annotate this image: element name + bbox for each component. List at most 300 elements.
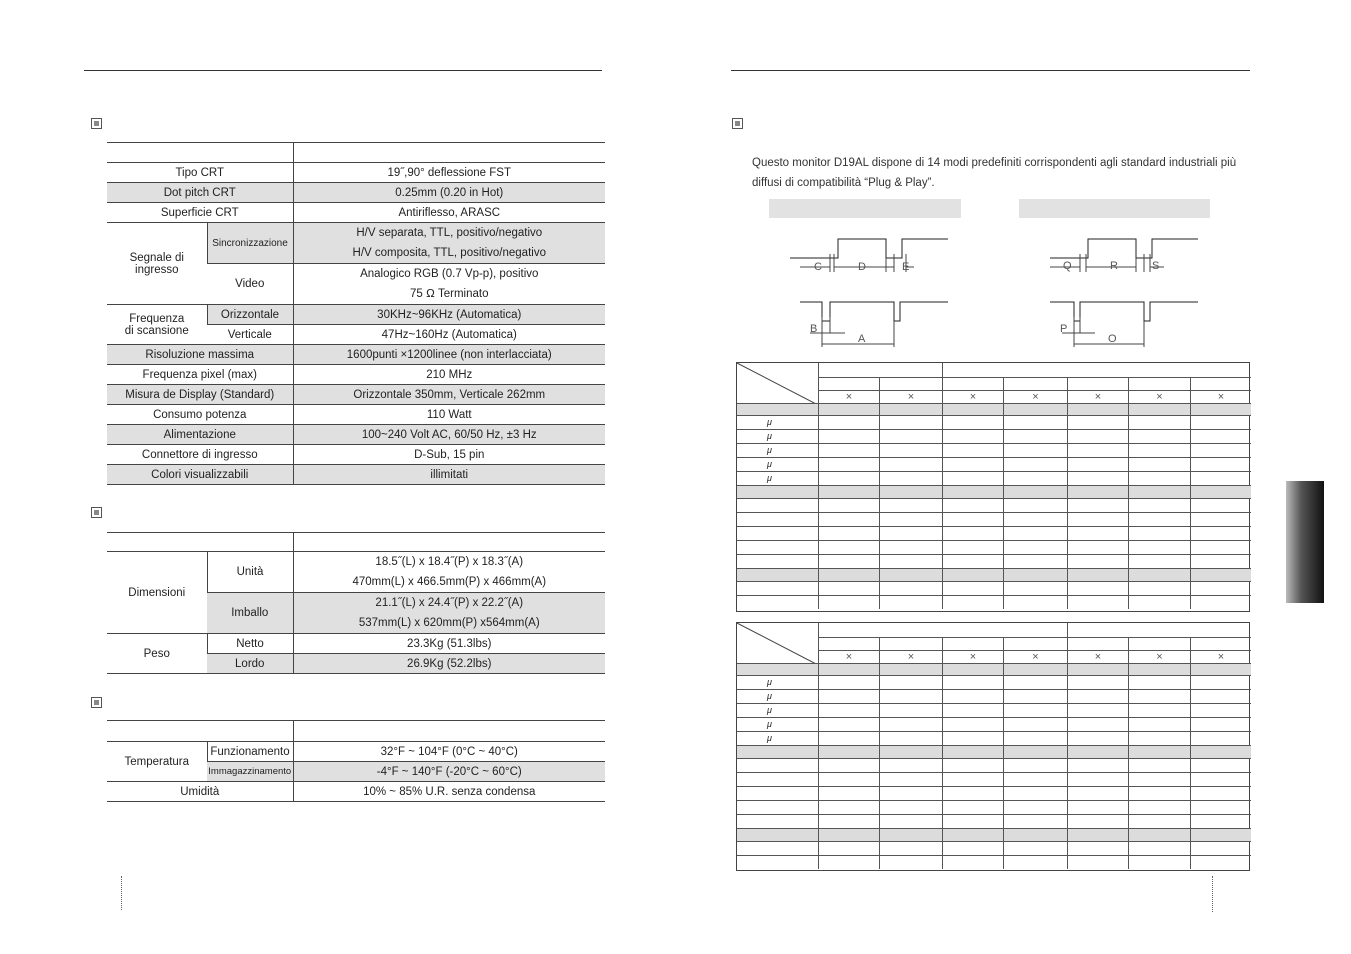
lordo-label: Lordo [207, 654, 293, 674]
grid-cell [942, 403, 1003, 415]
grid-cell [1067, 675, 1128, 689]
grid-cell [1067, 731, 1128, 745]
grid-cell [818, 415, 879, 429]
grid-cell [942, 814, 1003, 828]
grid-cell [737, 758, 818, 772]
grid-cell [1003, 554, 1067, 568]
right-page-dots [1212, 876, 1214, 912]
label-e: E [902, 261, 910, 273]
umidita-label: Umidità [107, 782, 293, 802]
grid-cell [1003, 828, 1067, 841]
grid-cell [1190, 675, 1251, 689]
grid-cell [1190, 786, 1251, 800]
grid-cell: μ [737, 675, 818, 689]
imballo-value: 21.1˝(L) x 24.4˝(P) x 22.2˝(A) 537mm(L) x 620mm(P) x564mm(A) [293, 593, 605, 634]
spec-label: Superficie CRT [107, 203, 293, 223]
grid-cell: × [1128, 390, 1190, 403]
grid-cell [1190, 703, 1251, 717]
grid-cell [818, 568, 879, 581]
grid-cell [879, 828, 942, 841]
spec-label: Connettore di ingresso [107, 445, 293, 465]
spec-label: Tipo CRT [107, 163, 293, 183]
sync-label: Sincronizzazione [207, 223, 293, 264]
grid-cell [1128, 526, 1190, 540]
grid-cell [942, 855, 1003, 869]
grid-cell [818, 841, 879, 855]
grid-cell [942, 471, 1003, 485]
grid-cell [1128, 554, 1190, 568]
spec-value: Orizzontale 350mm, Verticale 262mm [293, 385, 605, 405]
grid-cell [818, 512, 879, 526]
grid-cell [737, 828, 818, 841]
spec-label: Risoluzione massima [107, 345, 293, 365]
section-bullet-icon [91, 697, 102, 708]
grid-cell [1067, 623, 1128, 637]
grid-cell [737, 595, 818, 609]
grid-cell [737, 526, 818, 540]
grid-cell [942, 786, 1003, 800]
grid-cell [879, 377, 942, 390]
grid-cell [1067, 758, 1128, 772]
dimensioni-label: Dimensioni [107, 552, 207, 634]
grid-cell [1003, 512, 1067, 526]
label-o: O [1108, 333, 1117, 345]
grid-cell [879, 841, 942, 855]
label-a: A [858, 333, 866, 345]
spec-label: Alimentazione [107, 425, 293, 445]
grid-cell [818, 703, 879, 717]
grid-cell [1003, 689, 1067, 703]
grid-cell [879, 786, 942, 800]
grid-cell [818, 800, 879, 814]
grid-cell [1003, 703, 1067, 717]
grid-cell [1190, 568, 1251, 581]
grid-cell [942, 731, 1003, 745]
grid-cell [1190, 745, 1251, 758]
grid-cell [1190, 595, 1251, 609]
grid-cell [1067, 828, 1128, 841]
grid-cell [818, 457, 879, 471]
grid-cell [942, 377, 1003, 390]
grid-cell [942, 623, 1003, 637]
timing-table-1 [736, 362, 1250, 612]
spec-value: 0.25mm (0.20 in Hot) [293, 183, 605, 203]
intro-text: Questo monitor D19AL dispone di 14 modi predefiniti corrispondenti agli standard industriali più diffusi di compatibilità “Plug & Play”. [752, 157, 1237, 189]
grid-cell [1067, 595, 1128, 609]
grid-cell: × [818, 390, 879, 403]
grid-cell [1128, 540, 1190, 554]
grid-cell [1128, 568, 1190, 581]
grid-cell [879, 415, 942, 429]
grid-cell [1128, 377, 1190, 390]
grid-cell [1003, 377, 1067, 390]
grid-cell [818, 758, 879, 772]
label-b: B [810, 323, 818, 335]
grid-cell [1067, 526, 1128, 540]
grid-cell [818, 498, 879, 512]
grid-cell [879, 512, 942, 526]
grid-cell [818, 540, 879, 554]
grid-cell [1128, 457, 1190, 471]
grid-cell [879, 675, 942, 689]
label-s: S [1152, 260, 1160, 272]
spec-label: Dot pitch CRT [107, 183, 293, 203]
grid-cell [818, 745, 879, 758]
grid-cell [942, 758, 1003, 772]
grid-cell [1128, 731, 1190, 745]
grid-cell [737, 745, 818, 758]
grid-cell [1190, 403, 1251, 415]
grid-cell [1190, 637, 1251, 650]
grid-cell [1128, 745, 1190, 758]
grid-cell [737, 540, 818, 554]
frequenza-label: Frequenza di scansione [107, 305, 207, 345]
grid-cell [1128, 595, 1190, 609]
section-bullet-icon [91, 507, 102, 518]
spec-value: D-Sub, 15 pin [293, 445, 605, 465]
grid-cell [1190, 485, 1251, 498]
grid-cell [879, 731, 942, 745]
environment-table [107, 720, 605, 802]
grid-cell [1003, 855, 1067, 869]
grid-cell [942, 363, 1003, 377]
horizontal-timing-diagram [790, 232, 955, 352]
grid-cell [737, 568, 818, 581]
grid-cell [1003, 540, 1067, 554]
grid-cell [1190, 855, 1251, 869]
grid-cell: × [1190, 650, 1251, 663]
grid-cell [1128, 855, 1190, 869]
grid-cell [818, 485, 879, 498]
grid-cell [1190, 814, 1251, 828]
grid-cell [1067, 554, 1128, 568]
grid-cell: × [1003, 650, 1067, 663]
unita-label: Unità [207, 552, 293, 593]
grid-cell [1128, 581, 1190, 595]
grid-cell [879, 526, 942, 540]
grid-cell [818, 731, 879, 745]
grid-cell [1067, 540, 1128, 554]
grid-cell [1190, 377, 1251, 390]
grid-cell [1190, 581, 1251, 595]
grid-cell: × [879, 650, 942, 663]
grid-cell [737, 786, 818, 800]
grid-cell [879, 663, 942, 675]
grid-cell [1067, 429, 1128, 443]
grid-cell [942, 800, 1003, 814]
label-c: C [814, 261, 822, 273]
grid-cell [879, 498, 942, 512]
sync-value: H/V separata, TTL, positivo/negativo H/V composita, TTL, positivo/negativo [293, 223, 605, 264]
grid-cell [1067, 457, 1128, 471]
grid-cell [1067, 377, 1128, 390]
grid-cell [879, 443, 942, 457]
grid-cell [1067, 512, 1128, 526]
grid-cell [942, 540, 1003, 554]
vertical-timing-diagram [1040, 232, 1205, 352]
section-bullet-icon [732, 118, 743, 129]
grid-cell [879, 540, 942, 554]
peso-label: Peso [107, 634, 207, 674]
grid-cell: μ [737, 471, 818, 485]
grid-cell [1003, 363, 1067, 377]
grid-cell [1128, 637, 1190, 650]
v-freq-value: 47Hz~160Hz (Automatica) [293, 325, 605, 345]
spec-value: 19˝,90° deflessione FST [293, 163, 605, 183]
grid-cell [1067, 471, 1128, 485]
imballo-label: Imballo [207, 593, 293, 634]
grid-cell [942, 498, 1003, 512]
grid-cell [1003, 745, 1067, 758]
grid-cell [1128, 717, 1190, 731]
right-header-rule [731, 70, 1250, 71]
grid-cell [1190, 540, 1251, 554]
grid-cell: × [942, 390, 1003, 403]
temperatura-label: Temperatura [107, 742, 207, 782]
grid-cell [1067, 443, 1128, 457]
segnale-label: Segnale di ingresso [107, 223, 207, 305]
grid-cell [1190, 689, 1251, 703]
grid-cell [737, 403, 818, 415]
grid-cell [1190, 772, 1251, 786]
grid-cell [942, 595, 1003, 609]
grid-cell [737, 663, 818, 675]
grid-cell [1128, 703, 1190, 717]
section-bullet-icon [91, 118, 102, 129]
grid-cell [1190, 717, 1251, 731]
grid-cell [1067, 581, 1128, 595]
h-freq-label: Orizzontale [207, 305, 293, 325]
grid-cell [818, 554, 879, 568]
immagazzinamento-label: Immagazzinamento [207, 762, 293, 782]
grid-cell [1067, 485, 1128, 498]
grid-cell [737, 498, 818, 512]
grid-cell [942, 637, 1003, 650]
grid-cell [818, 363, 879, 377]
grid-cell: μ [737, 443, 818, 457]
side-tab-marker [1286, 481, 1324, 603]
grid-cell [737, 800, 818, 814]
timing-table-2 [736, 622, 1250, 871]
grid-cell [879, 689, 942, 703]
grid-cell [942, 703, 1003, 717]
spec-label: Colori visualizzabili [107, 465, 293, 485]
grid-cell [1003, 814, 1067, 828]
grid-cell [1128, 758, 1190, 772]
grid-cell [1003, 498, 1067, 512]
grid-cell [1067, 841, 1128, 855]
grid-cell [879, 758, 942, 772]
grid-cell [1128, 485, 1190, 498]
grid-cell [737, 841, 818, 855]
grid-cell [879, 772, 942, 786]
immagazzinamento-value: -4°F ~ 140°F (-20°C ~ 60°C) [293, 762, 605, 782]
grid-cell [818, 663, 879, 675]
grid-cell [818, 772, 879, 786]
grid-cell: × [1190, 390, 1251, 403]
grid-cell: μ [737, 689, 818, 703]
grid-cell [1190, 415, 1251, 429]
grid-cell [879, 403, 942, 415]
grid-cell [1128, 800, 1190, 814]
grid-cell [1067, 363, 1128, 377]
grid-cell [1003, 429, 1067, 443]
grid-cell [818, 623, 879, 637]
grid-cell [942, 828, 1003, 841]
grid-cell [942, 443, 1003, 457]
grid-cell [1003, 457, 1067, 471]
grid-cell [1190, 443, 1251, 457]
spec-value: 1600punti ×1200linee (non interlacciata) [293, 345, 605, 365]
grid-cell [942, 554, 1003, 568]
spec-value: Antiriflesso, ARASC [293, 203, 605, 223]
grid-cell [818, 828, 879, 841]
grid-cell [1003, 758, 1067, 772]
funzionamento-label: Funzionamento [207, 742, 293, 762]
grid-cell [737, 623, 818, 637]
v-freq-label: Verticale [207, 325, 293, 345]
grid-cell [879, 623, 942, 637]
label-d: D [858, 261, 866, 273]
video-label: Video [207, 264, 293, 305]
grid-cell [818, 595, 879, 609]
grid-cell [1003, 717, 1067, 731]
grid-cell [879, 485, 942, 498]
grid-cell [942, 675, 1003, 689]
grid-cell: × [1003, 390, 1067, 403]
netto-value: 23.3Kg (51.3lbs) [293, 634, 605, 654]
spec-label: Frequenza pixel (max) [107, 365, 293, 385]
grid-cell [879, 595, 942, 609]
grid-cell: μ [737, 429, 818, 443]
grid-cell [1067, 786, 1128, 800]
grid-cell [879, 363, 942, 377]
grid-cell [1128, 443, 1190, 457]
grid-cell [1190, 623, 1251, 637]
grid-cell [1190, 429, 1251, 443]
grid-cell: × [1067, 390, 1128, 403]
grid-cell [942, 663, 1003, 675]
grid-cell [1067, 689, 1128, 703]
grid-cell [1003, 443, 1067, 457]
grid-cell [879, 855, 942, 869]
grid-cell [1190, 800, 1251, 814]
grid-cell [942, 689, 1003, 703]
grid-cell [1128, 841, 1190, 855]
grid-cell [1003, 471, 1067, 485]
grid-cell [1190, 512, 1251, 526]
grid-cell [1067, 703, 1128, 717]
grid-cell [1003, 772, 1067, 786]
grid-cell [818, 581, 879, 595]
grid-cell [942, 581, 1003, 595]
label-r: R [1110, 260, 1118, 272]
grid-cell [818, 377, 879, 390]
grid-cell [737, 390, 818, 403]
grid-cell [1003, 526, 1067, 540]
grid-cell [1190, 526, 1251, 540]
grid-cell [818, 429, 879, 443]
grid-cell [818, 443, 879, 457]
grid-cell [879, 471, 942, 485]
grid-cell [1128, 512, 1190, 526]
grid-cell [737, 485, 818, 498]
grid-cell [818, 786, 879, 800]
grid-cell [1003, 485, 1067, 498]
grid-cell: × [1067, 650, 1128, 663]
left-header-rule [84, 70, 602, 71]
grid-cell [737, 650, 818, 663]
grid-cell [1067, 814, 1128, 828]
grid-cell [1003, 415, 1067, 429]
spec-value: 110 Watt [293, 405, 605, 425]
grid-cell [942, 841, 1003, 855]
grid-cell [1003, 637, 1067, 650]
lordo-value: 26.9Kg (52.2lbs) [293, 654, 605, 674]
grid-cell [1128, 786, 1190, 800]
grid-cell [1003, 403, 1067, 415]
grid-cell [1190, 498, 1251, 512]
grid-cell [737, 581, 818, 595]
grid-cell [879, 814, 942, 828]
grid-cell [818, 717, 879, 731]
grid-cell [818, 526, 879, 540]
dimensions-table [107, 532, 605, 674]
grid-cell [879, 429, 942, 443]
spec-value: 100~240 Volt AC, 60/50 Hz, ±3 Hz [293, 425, 605, 445]
grid-cell [818, 471, 879, 485]
grid-cell [879, 745, 942, 758]
grid-cell: × [879, 390, 942, 403]
grid-cell [942, 512, 1003, 526]
grid-cell [1128, 772, 1190, 786]
grid-cell [1128, 429, 1190, 443]
grid-cell [737, 855, 818, 869]
grid-cell [1190, 554, 1251, 568]
left-page-dots [121, 876, 123, 910]
grid-cell [818, 403, 879, 415]
grid-cell [879, 717, 942, 731]
grid-cell [1067, 717, 1128, 731]
grid-cell [1003, 595, 1067, 609]
grid-cell [1067, 855, 1128, 869]
grid-cell [737, 772, 818, 786]
grid-cell [1067, 415, 1128, 429]
grid-cell [1003, 675, 1067, 689]
grid-cell [1128, 828, 1190, 841]
grid-cell [1128, 403, 1190, 415]
grid-cell: μ [737, 415, 818, 429]
grid-cell [1003, 623, 1067, 637]
grid-cell [1190, 363, 1251, 377]
grid-cell [1128, 363, 1190, 377]
grid-cell [942, 772, 1003, 786]
grid-cell: μ [737, 703, 818, 717]
grid-cell [1067, 745, 1128, 758]
grid-cell [1003, 800, 1067, 814]
grid-cell [1190, 841, 1251, 855]
h-freq-value: 30KHz~96KHz (Automatica) [293, 305, 605, 325]
spec-table [107, 142, 605, 485]
grid-cell [818, 814, 879, 828]
grid-cell [818, 675, 879, 689]
grid-cell: μ [737, 731, 818, 745]
grid-cell [737, 512, 818, 526]
grid-cell [1190, 758, 1251, 772]
grid-cell [942, 485, 1003, 498]
grid-cell: × [818, 650, 879, 663]
grid-cell [818, 637, 879, 650]
